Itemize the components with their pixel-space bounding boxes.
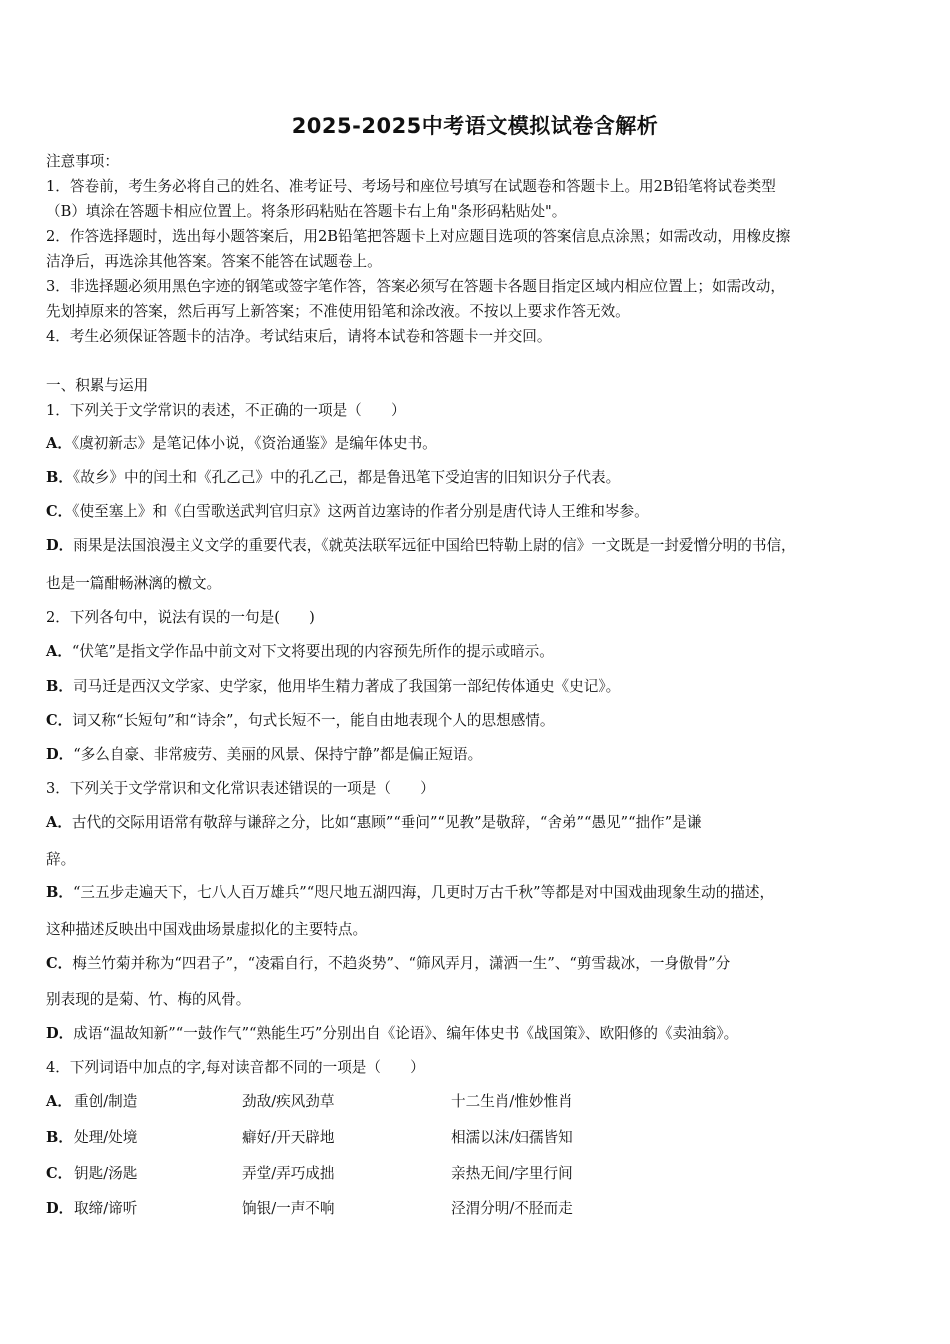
question-stem-3: 3．下列关于文学常识和文化常识表述错误的一项是（ ） [46,780,435,797]
notice-line: 1．答卷前，考生务必将自己的姓名、准考证号、考场号和座位号填写在试题卷和答题卡上。用2B铅笔将试卷类型 [46,178,776,195]
word-pair: 劲敌/疾风劲草 [242,1093,335,1110]
option-marker: C． [46,712,73,729]
q1-option-b: B．《故乡》中的闰土和《孔乙己》中的孔乙己，都是鲁迅笔下受迫害的旧知识分子代表。 [46,469,621,486]
q3-option-b: B．“三五步走遍天下，七八人百万雄兵”“咫尺地五湖四海，几更时万古千秋”等都是对中国戏曲现象生动的描述， [46,884,775,901]
option-label: A． [46,1093,72,1110]
word-pair: 十二生肖/惟妙惟肖 [451,1093,573,1110]
q3-option-b-cont: 这种描述反映出中国戏曲场景虚拟化的主要特点。 [46,921,368,938]
q3-option-c-cont: 别表现的是菊、竹、梅的风骨。 [46,991,251,1008]
q1-option-d-cont: 也是一篇酣畅淋漓的檄文。 [46,575,222,592]
word-pair: 弄堂/弄巧成拙 [242,1165,335,1182]
page-title: 2025-2025中考语文模拟试卷含解析 [291,114,659,138]
q2-option-d: D．“多么自豪、非常疲劳、美丽的风景、保持宁静”都是偏正短语。 [46,746,483,763]
q3-option-a-cont: 辞。 [46,851,76,868]
word-pair: 癖好/开天辟地 [242,1129,335,1146]
q3-option-c: C．梅兰竹菊并称为“四君子”，“凌霜自行，不趋炎势”、“筛风弄月，潇洒一生”、“剪雪裁冰，一身傲骨”分 [46,955,731,972]
notice-line: 3．非选择题必须用黑色字迹的钢笔或签字笔作答，答案必须写在答题卡各题目指定区域内相应位置上；如需改动， [46,278,785,295]
notice-heading: 注意事项： [46,153,119,170]
section-heading: 一、积累与运用 [46,377,149,394]
notice-line: 先划掉原来的答案，然后再写上新答案；不准使用铅笔和涂改液。不按以上要求作答无效。 [46,303,630,320]
option-marker: D． [46,1025,74,1042]
q2-option-a: A．“伏笔”是指文学作品中前文对下文将要出现的内容预先所作的提示或暗示。 [46,643,554,660]
q1-option-c: C．《使至塞上》和《白雪歌送武判官归京》这两首边塞诗的作者分别是唐代诗人王维和岑参。 [46,503,649,520]
q3-option-d: D．成语“温故知新”“一鼓作气”“熟能生巧”分别出自《论语》、编年体史书《战国策》、欧阳修的《卖油翁》。 [46,1025,739,1042]
word-pair: 亲热无间/字里行间 [451,1165,573,1182]
option-label: C． [46,1165,73,1182]
option-marker: A． [46,643,72,660]
option-marker: A． [46,435,72,452]
word-pair: 钥匙/汤匙 [74,1165,138,1182]
word-pair: 饷银/一声不响 [242,1200,335,1217]
q3-option-a: A．古代的交际用语常有敬辞与谦辞之分，比如“惠顾”“垂问”“见教”是敬辞，“舍弟”“愚见”“拙作”是谦 [46,814,702,831]
option-marker: B． [46,678,73,695]
option-marker: B． [46,469,73,486]
word-pair: 取缔/谛听 [74,1200,138,1217]
q1-option-d: D．雨果是法国浪漫主义文学的重要代表，《就英法联军远征中国给巴特勒上尉的信》一文既是一封爱憎分明的书信， [46,537,796,554]
question-stem-2: 2．下列各句中，说法有误的一句是( ) [46,609,315,626]
q2-option-b: B．司马迁是西汉文学家、史学家，他用毕生精力著成了我国第一部纪传体通史《史记》。 [46,678,621,695]
word-pair: 重创/制造 [74,1093,138,1110]
word-pair: 泾渭分明/不胫而走 [451,1200,573,1217]
option-label: D． [46,1200,74,1217]
notice-line: 4．考生必须保证答题卡的洁净。考试结束后，请将本试卷和答题卡一并交回。 [46,328,552,345]
word-pair: 处理/处境 [74,1129,138,1146]
option-marker: D． [46,537,74,554]
q1-option-a: A．《虞初新志》是笔记体小说，《资治通鉴》是编年体史书。 [46,435,437,452]
word-pair: 相濡以沫/妇孺皆知 [451,1129,573,1146]
option-marker: B． [46,884,73,901]
notice-line: 洁净后，再选涂其他答案。答案不能答在试题卷上。 [46,253,382,270]
q2-option-c: C．词又称“长短句”和“诗余”，句式长短不一，能自由地表现个人的思想感情。 [46,712,555,729]
option-marker: C． [46,503,73,520]
option-marker: C． [46,955,73,972]
option-marker: A． [46,814,72,831]
question-stem-1: 1．下列关于文学常识的表述，不正确的一项是（ ） [46,402,406,419]
option-marker: D． [46,746,74,763]
notice-line: （B）填涂在答题卡相应位置上。将条形码粘贴在答题卡右上角"条形码粘贴处"。 [46,203,567,220]
option-label: B． [46,1129,73,1146]
notice-line: 2．作答选择题时，选出每小题答案后，用2B铅笔把答题卡上对应题目选项的答案信息点涂黑；如需改动，用橡皮擦 [46,228,791,245]
question-stem-4: 4．下列词语中加点的字,每对读音都不同的一项是（ ） [46,1059,425,1076]
